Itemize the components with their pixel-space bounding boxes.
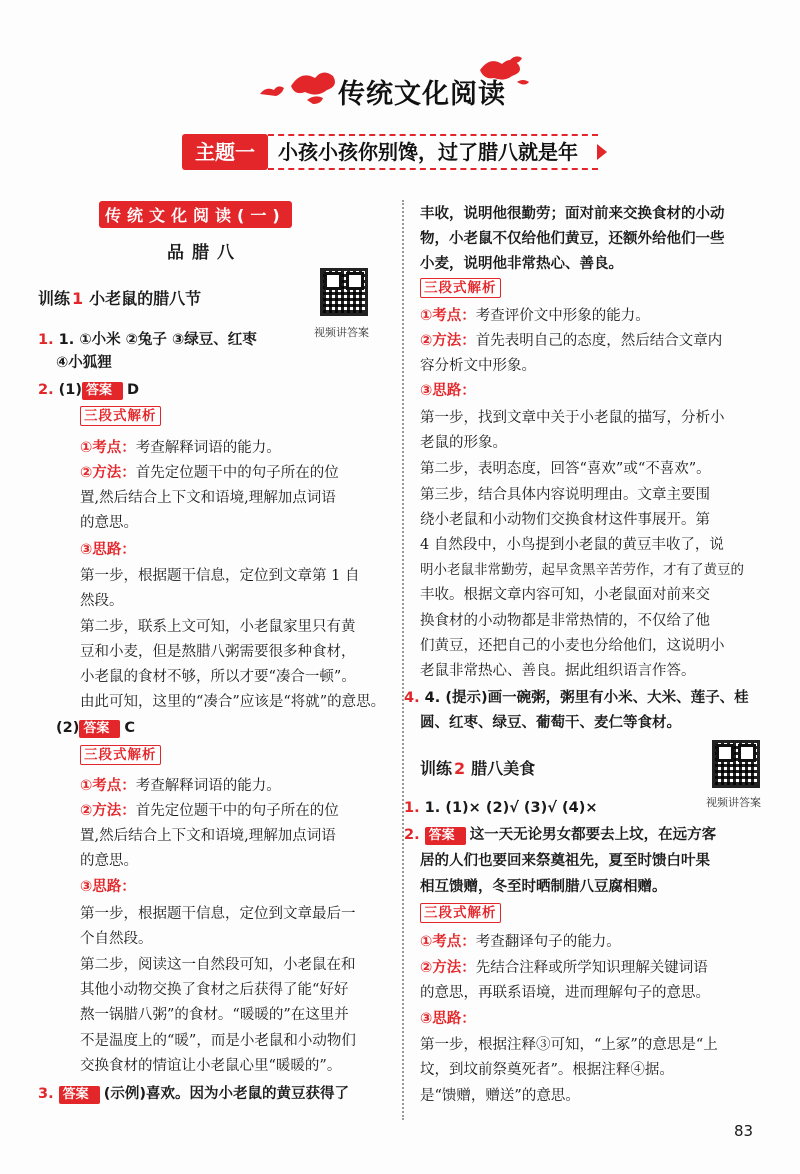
page-title: 传统文化阅读 — [338, 79, 506, 110]
analysis-line: ②方法：首先定位题干中的句子所在的位 — [80, 803, 339, 819]
column-divider — [402, 200, 404, 1120]
analysis-tag: 三段式解析 — [80, 406, 161, 426]
analysis-line: 明小老鼠非常勤劳，起早贪黑辛苦劳作，才有了黄豆的 — [420, 562, 744, 578]
answer-line: 小麦，说明他非常热心、善良。 — [420, 256, 623, 272]
analysis-line: ①考点：考查解释词语的能力。 — [80, 778, 281, 794]
answer-line: ④小狐狸 — [56, 355, 112, 371]
analysis-line: 由此可知，这里的“凑合”应该是“将就”的意思。 — [80, 694, 386, 710]
analysis-line: 第二步，阅读这一自然段可知，小老鼠在和 — [80, 957, 356, 973]
analysis-line: 绕小老鼠和小动物们交换食材这件事展开。第 — [420, 512, 710, 528]
analysis-line: 然段。 — [80, 593, 124, 609]
analysis-line: 第一步，根据题干信息，定位到文章第 1 自 — [80, 568, 360, 584]
qr-label: 视频讲答案 — [314, 326, 369, 339]
analysis-line: ①考点：考查解释词语的能力。 — [80, 440, 281, 456]
question-2-2: (2) 答案 C — [56, 720, 136, 736]
analysis-line: 其他小动物交换了食材之后获得了能“好好 — [80, 982, 349, 998]
analysis-line: 的意思，再联系语境，进而理解句子的意思。 — [420, 985, 710, 1001]
answer-line: 丰收，说明他很勤劳；面对前来交换食材的小动 — [420, 206, 725, 222]
analysis-line: 豆和小麦，但是熬腊八粥需要很多种食材， — [80, 644, 356, 660]
analysis-line: 4 自然段中，小鸟提到小老鼠的黄豆丰收了，说 — [420, 537, 724, 553]
training-1-heading — [38, 286, 201, 309]
analysis-line: ②方法：首先表明自己的态度，然后结合文章内 — [420, 333, 723, 349]
analysis-tag: 三段式解析 — [420, 903, 501, 923]
training-label: 训练 — [38, 289, 71, 308]
analysis-line: ②方法：先结合注释或所学知识理解关键词语 — [420, 960, 708, 976]
analysis-line: 老鼠非常热心、善良。据此组织语言作答。 — [420, 663, 696, 679]
section-banner — [99, 201, 292, 228]
answer-line: 圆、红枣、绿豆、葡萄干、麦仁等食材。 — [420, 715, 681, 731]
training-title: 小老鼠的腊八节 — [89, 289, 202, 308]
analysis-line: 丰收。根据文章内容可知，小老鼠面对前来交 — [420, 587, 710, 603]
theme-bar — [182, 134, 607, 170]
analysis-tag: 三段式解析 — [420, 278, 501, 298]
analysis-line: 老鼠的形象。 — [420, 435, 507, 451]
answer-line: 1. 1. ①小米 ②兔子 ③绿豆、红枣 — [38, 332, 257, 348]
answer-tag: 答案 — [82, 382, 123, 400]
answer-tag: 答案 — [79, 720, 120, 738]
analysis-line: 熬一锅腊八粥”的食材。“暖暖的”在这里并 — [80, 1007, 349, 1023]
analysis-line: 第三步，结合具体内容说明理由。文章主要围 — [420, 487, 710, 503]
analysis-line: 的意思。 — [80, 515, 138, 531]
analysis-line: 小老鼠的食材不够，所以才要“凑合一顿”。 — [80, 669, 356, 685]
analysis-line: 坟，到坟前祭奠死者”。根据注释④据。 — [420, 1062, 674, 1078]
analysis-line: 容分析文中形象。 — [420, 358, 536, 374]
arrow-right-icon — [597, 144, 607, 160]
answer-line: 物，小老鼠不仅给他们黄豆，还额外给他们一些 — [420, 231, 725, 247]
analysis-line: 第二步，联系上文可知，小老鼠家里只有黄 — [80, 619, 356, 635]
analysis-line: ③思路： — [80, 879, 136, 895]
analysis-tag: 三段式解析 — [80, 745, 161, 765]
analysis-line: 第一步，根据注释③可知，“上冢”的意思是“上 — [420, 1037, 718, 1053]
theme-tag: 主题一 — [182, 134, 268, 170]
training-number: 1 — [72, 289, 84, 308]
analysis-line: 的意思。 — [80, 853, 138, 869]
analysis-line: 置,然后结合上下文和语境,理解加点词语 — [80, 490, 336, 506]
question-4: 4. 4. (提示)画一碗粥，粥里有小米、大米、莲子、桂 — [404, 690, 749, 706]
question-2-1: 2. (1) 答案 D — [38, 382, 140, 398]
analysis-line: 是“馈赠，赠送”的意思。 — [420, 1088, 580, 1104]
analysis-line: 们黄豆，还把自己的小麦也分给他们，这说明小 — [420, 638, 725, 654]
analysis-line: 置,然后结合上下文和语境,理解加点词语 — [80, 828, 336, 844]
analysis-line: 个自然段。 — [80, 931, 153, 947]
analysis-line: ③思路： — [80, 542, 136, 558]
analysis-line: 第一步，找到文章中关于小老鼠的描写，分析小 — [420, 410, 725, 426]
analysis-line: 交换食材的情谊让小老鼠心里“暖暖的”。 — [80, 1058, 342, 1074]
analysis-line: ①考点：考查评价文中形象的能力。 — [420, 308, 650, 324]
analysis-line: 换食材的小动物都是非常热情的，不仅给了他 — [420, 613, 710, 629]
page-number: 83 — [734, 1122, 754, 1140]
analysis-line: 第一步，根据题干信息，定位到文章最后一 — [80, 906, 356, 922]
qr-label: 视频讲答案 — [706, 796, 761, 809]
training-label: 训练 — [420, 759, 453, 778]
answer-line: 相互馈赠，冬至时晒制腊八豆腐相赠。 — [420, 879, 667, 895]
question-1: 1. 1. (1)× (2)√ (3)√ (4)× — [404, 800, 598, 816]
analysis-line: ①考点：考查翻译句子的能力。 — [420, 934, 621, 950]
training-number: 2 — [454, 759, 466, 778]
training-title: 腊八美食 — [471, 759, 536, 778]
qr-code-icon[interactable] — [712, 740, 760, 788]
section-title: 品腊八 — [167, 243, 242, 263]
question-2: 2. 答案 这一天无论男女都要去上坟，在远方客 — [404, 827, 717, 843]
qr-code-icon[interactable] — [320, 268, 368, 316]
analysis-line: ③思路： — [420, 1011, 476, 1027]
answer-line: 居的人们也要回来祭奠祖先，夏至时馈白叶果 — [420, 853, 710, 869]
analysis-line: ②方法：首先定位题干中的句子所在的位 — [80, 465, 339, 481]
question-3: 3. 答案 (示例)喜欢。因为小老鼠的黄豆获得了 — [38, 1086, 349, 1102]
answer-tag: 答案 — [59, 1086, 100, 1104]
analysis-line: 不是温度上的“暖”，而是小老鼠和小动物们 — [80, 1033, 356, 1049]
analysis-line: 第二步，表明态度，回答“喜欢”或“不喜欢”。 — [420, 461, 711, 477]
analysis-line: ③思路： — [420, 383, 476, 399]
theme-text: 小孩小孩你别馋，过了腊八就是年 — [278, 140, 578, 164]
section-banner-label: 传统文化阅读(一) — [99, 201, 292, 228]
training-2-heading — [420, 756, 535, 779]
answer-tag: 答案 — [425, 827, 466, 845]
